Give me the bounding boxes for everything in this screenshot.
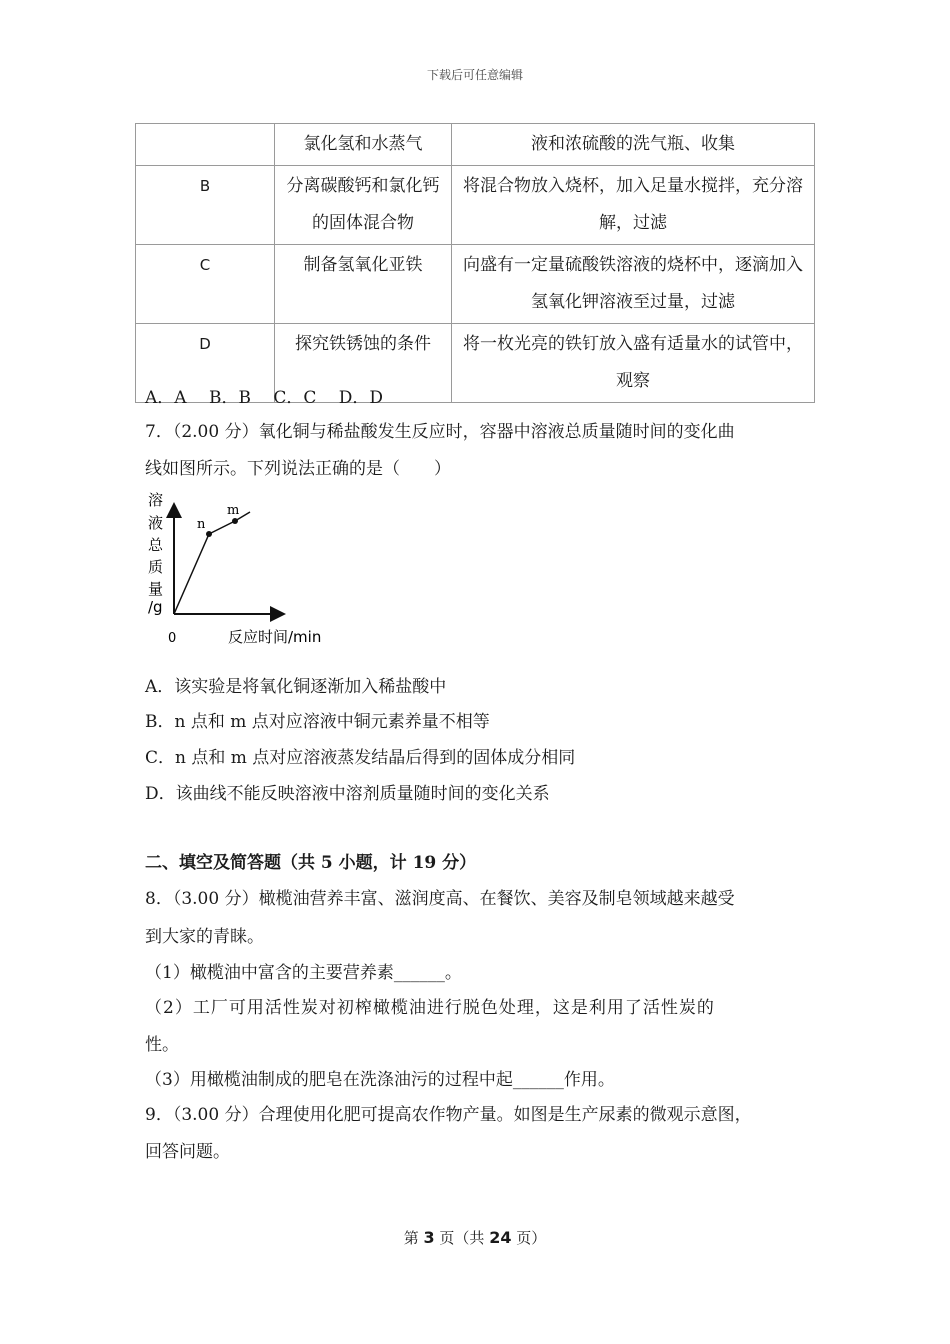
row-label xyxy=(136,124,275,166)
page-footer xyxy=(0,1227,950,1248)
q9-stem-line2: 回答问题。 xyxy=(145,1142,230,1162)
table-row xyxy=(136,245,815,324)
row-goal: 氯化氢和水蒸气 xyxy=(275,124,452,166)
point-m-label: m xyxy=(227,503,240,518)
row-label: B xyxy=(136,166,275,245)
footer-suffix: 页） xyxy=(516,1229,547,1247)
table-row xyxy=(136,166,815,245)
q8-sub3: （3）用橄榄油制成的肥皂在洗涤油污的过程中起______作用。 xyxy=(145,1070,615,1090)
header-note: 下载后可任意编辑 xyxy=(426,68,523,82)
mass-curve xyxy=(174,512,250,614)
row-label: C xyxy=(136,245,275,324)
point-n xyxy=(206,531,212,537)
row-goal: 制备氢氧化亚铁 xyxy=(275,245,452,324)
point-n-label: n xyxy=(197,517,206,532)
row-method: 液和浓硫酸的洗气瓶、收集 xyxy=(452,124,815,166)
q6-options: A．A B．B C．C D．D xyxy=(145,388,384,408)
row-method: 将混合物放入烧杯，加入足量水搅拌，充分溶解，过滤 xyxy=(452,166,815,245)
y-label-char: 溶 xyxy=(148,491,164,509)
point-m xyxy=(232,518,238,524)
row-label: D xyxy=(136,324,275,403)
x-axis-label: 反应时间/min xyxy=(228,628,322,646)
page-total: 24 xyxy=(489,1228,512,1247)
q7-option-c: C．n 点和 m 点对应溶液蒸发结晶后得到的固体成分相同 xyxy=(145,748,576,768)
q7-stem-line1: 7．（2.00 分）氧化铜与稀盐酸发生反应时，容器中溶液总质量随时间的变化曲 xyxy=(145,422,735,442)
q8-sub2-line1: （2）工厂可用活性炭对初榨橄榄油进行脱色处理，这是利用了活性炭的 xyxy=(145,998,715,1018)
options-table xyxy=(135,123,815,403)
footer-prefix: 第 xyxy=(403,1229,419,1247)
y-label-char: 质 xyxy=(148,558,164,576)
y-label-char: /g xyxy=(148,598,163,616)
origin-label: 0 xyxy=(168,631,177,646)
q8-sub2-line2: 性。 xyxy=(145,1035,179,1055)
row-goal: 分离碳酸钙和氯化钙的固体混合物 xyxy=(275,166,452,245)
q7-option-b: B．n 点和 m 点对应溶液中铜元素养量不相等 xyxy=(145,712,490,732)
q8-stem-line1: 8．（3.00 分）橄榄油营养丰富、滋润度高、在餐饮、美容及制皂领域越来越受 xyxy=(145,889,735,909)
q8-sub1: （1）橄榄油中富含的主要营养素______。 xyxy=(145,963,462,983)
q7-option-a: A．该实验是将氧化铜逐渐加入稀盐酸中 xyxy=(145,677,447,697)
q7-option-d: D．该曲线不能反映溶液中溶剂质量随时间的变化关系 xyxy=(145,784,550,804)
table-row xyxy=(136,124,815,166)
y-label-char: 液 xyxy=(148,514,164,532)
page-number: 3 xyxy=(423,1228,435,1247)
mass-time-graph xyxy=(140,488,340,650)
q9-stem-line1: 9．（3.00 分）合理使用化肥可提高农作物产量。如图是生产尿素的微观示意图， xyxy=(145,1105,752,1125)
y-label-char: 量 xyxy=(148,580,164,598)
row-goal: 探究铁锈蚀的条件 xyxy=(275,324,452,403)
section-title: 二、填空及简答题（共 5 小题，计 19 分） xyxy=(145,853,477,873)
row-method: 向盛有一定量硫酸铁溶液的烧杯中，逐滴加入氢氧化钾溶液至过量，过滤 xyxy=(452,245,815,324)
q7-stem-line2: 线如图所示。下列说法正确的是（ ） xyxy=(145,459,451,479)
row-method: 将一枚光亮的铁钉放入盛有适量水的试管中，观察 xyxy=(452,324,815,403)
footer-mid: 页（共 xyxy=(439,1229,485,1247)
y-label-char: 总 xyxy=(148,536,164,554)
q8-stem-line2: 到大家的青睐。 xyxy=(145,927,264,947)
